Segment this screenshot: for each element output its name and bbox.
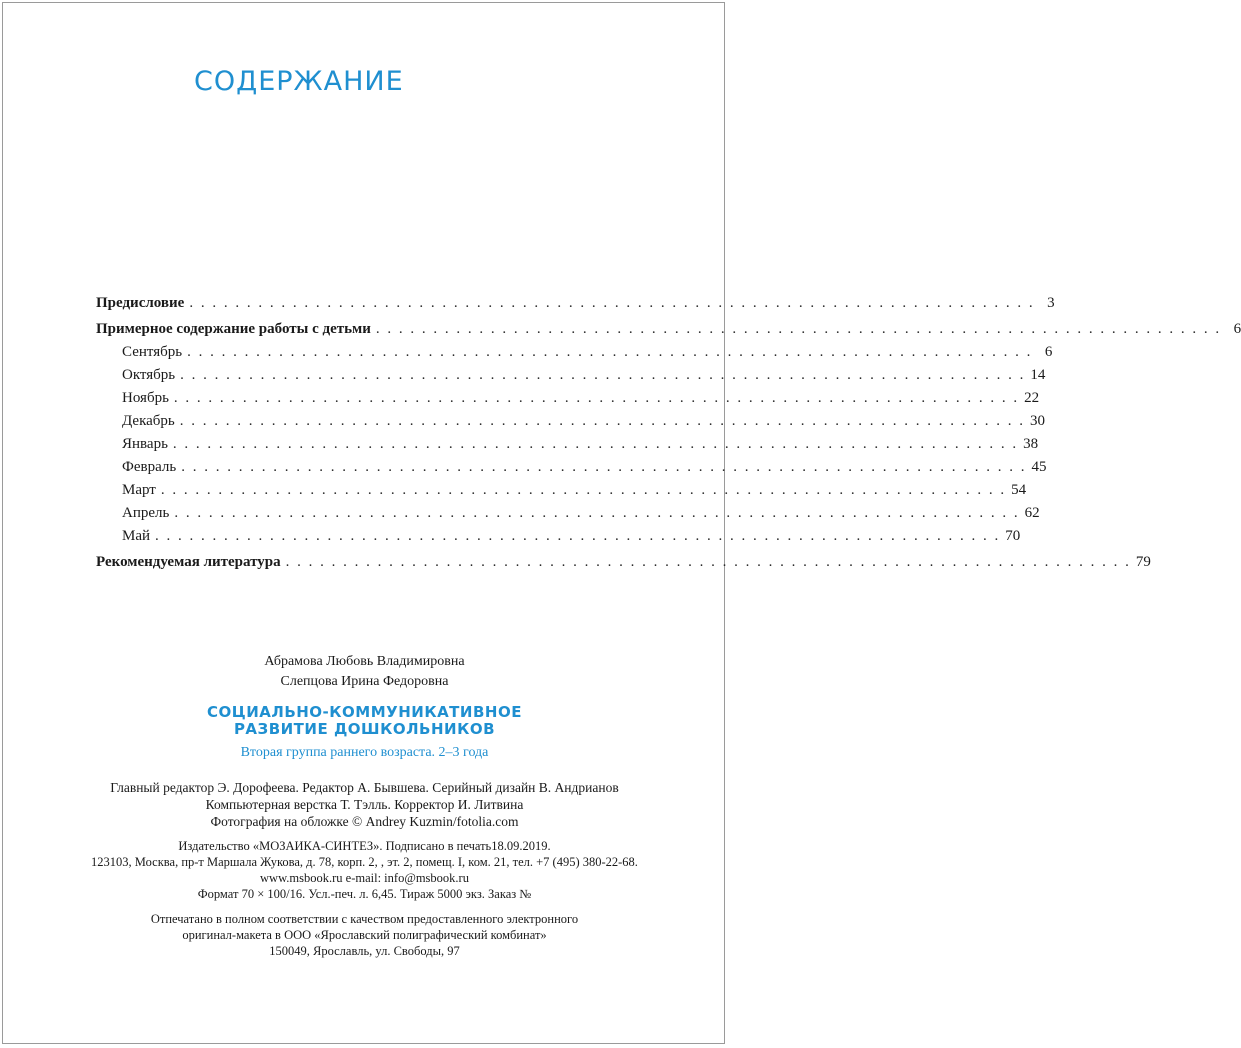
toc-label: Октябрь: [122, 367, 176, 383]
toc-leader-dots: . . . . . . . . . . . . . . . . . . . . . . . . . . . . . . . . . . . . . . . . . . . . . . . . . . . . . . . . . . . . . . . . . . . . . . . . . .: [189, 295, 1035, 311]
toc-label: Рекомендуемая литература: [96, 554, 281, 570]
toc-leader-dots: . . . . . . . . . . . . . . . . . . . . . . . . . . . . . . . . . . . . . . . . . . . . . . . . . . . . . . . . . . . . . . . . . . . . . . . . . .: [155, 528, 1001, 544]
credits-line: Компьютерная верстка Т. Тэлль. Корректор И. Литвина: [205, 797, 524, 812]
toc-label: Апрель: [122, 505, 170, 521]
toc-page-number: 38: [1023, 436, 1039, 452]
book-title-line: РАЗВИТИЕ ДОШКОЛЬНИКОВ: [233, 720, 496, 738]
author-name: Слепцова Ирина Федоровна: [280, 674, 449, 689]
toc-row-november[interactable]: [96, 387, 1040, 410]
toc-row-may[interactable]: [96, 525, 1021, 548]
publisher-info: [0, 838, 729, 902]
toc-leader-dots: . . . . . . . . . . . . . . . . . . . . . . . . . . . . . . . . . . . . . . . . . . . . . . . . . . . . . . . . . . . . . . . . . . . . . . . . . .: [174, 505, 1020, 521]
toc-page-number: 22: [1024, 390, 1040, 406]
toc-page-number: 14: [1030, 367, 1046, 383]
toc-leader-dots: . . . . . . . . . . . . . . . . . . . . . . . . . . . . . . . . . . . . . . . . . . . . . . . . . . . . . . . . . . . . . . . . . . . . . . . . . .: [181, 459, 1027, 475]
toc-page-number: 62: [1024, 505, 1040, 521]
toc-row-work-content[interactable]: [96, 318, 1241, 341]
toc-page-number: 70: [1005, 528, 1021, 544]
toc-leader-dots: . . . . . . . . . . . . . . . . . . . . . . . . . . . . . . . . . . . . . . . . . . . . . . . . . . . . . . . . . . . . . . . . . . . . . . . . . .: [179, 413, 1026, 429]
subtitle-text: Вторая группа раннего возраста. 2–3 года: [240, 745, 489, 760]
printing-info: [0, 911, 729, 959]
credits-line: Фотография на обложке © Andrey Kuzmin/fotolia.com: [210, 814, 519, 829]
editorial-credits: [0, 779, 729, 830]
toc-leader-dots: . . . . . . . . . . . . . . . . . . . . . . . . . . . . . . . . . . . . . . . . . . . . . . . . . . . . . . . . . . . . . . . . . . . . . . . . . .: [285, 554, 1131, 570]
toc-row-september[interactable]: [96, 341, 1053, 364]
toc-page-number: 45: [1031, 459, 1047, 475]
toc-page-number: 6: [1044, 344, 1053, 360]
toc-leader-dots: . . . . . . . . . . . . . . . . . . . . . . . . . . . . . . . . . . . . . . . . . . . . . . . . . . . . . . . . . . . . . . . . . . . . . . . . . .: [172, 436, 1019, 452]
publisher-line: 123103, Москва, пр-т Маршала Жукова, д. 78, корп. 2, , эт. 2, помещ. I, ком. 21, тел. +7 (495) 380-22-68.: [91, 855, 638, 869]
toc-label: Май: [122, 528, 151, 544]
publisher-line: Издательство «МОЗАИКА-СИНТЕЗ». Подписано в печать18.09.2019.: [178, 839, 551, 853]
toc-page-number: 54: [1011, 482, 1027, 498]
credits-line: Главный редактор Э. Дорофеева. Редактор А. Бывшева. Серийный дизайн В. Андрианов: [110, 780, 619, 795]
publisher-line: Формат 70 × 100/16. Усл.-печ. л. 6,45. Тираж 5000 экз. Заказ №: [197, 887, 532, 901]
toc-label: Ноябрь: [122, 390, 169, 406]
toc-row-february[interactable]: [96, 456, 1047, 479]
toc-label: Примерное содержание работы с детьми: [96, 321, 371, 337]
toc-row-foreword[interactable]: [96, 292, 1055, 315]
publisher-web-line: www.msbook.ru e-mail: info@msbook.ru: [260, 871, 469, 885]
printing-line: Отпечатано в полном соответствии с качеством предоставленного электронного: [150, 912, 579, 926]
toc-leader-dots: . . . . . . . . . . . . . . . . . . . . . . . . . . . . . . . . . . . . . . . . . . . . . . . . . . . . . . . . . . . . . . . . . . . . . . . . . .: [375, 321, 1222, 337]
book-title-line: СОЦИАЛЬНО-КОММУНИКАТИВНОЕ: [207, 703, 522, 721]
authors: [0, 652, 729, 692]
toc-label: Март: [122, 482, 156, 498]
toc-leader-dots: . . . . . . . . . . . . . . . . . . . . . . . . . . . . . . . . . . . . . . . . . . . . . . . . . . . . . . . . . . . . . . . . . . . . . . . . . .: [173, 390, 1020, 406]
printing-line: 150049, Ярославль, ул. Свободы, 97: [269, 944, 460, 958]
page-title: СОДЕРЖАНИЕ: [194, 66, 404, 97]
toc-row-december[interactable]: [96, 410, 1046, 433]
toc-row-literature[interactable]: [96, 551, 1151, 574]
book-title: [0, 704, 729, 738]
toc-page-number: 79: [1135, 554, 1151, 570]
toc-leader-dots: . . . . . . . . . . . . . . . . . . . . . . . . . . . . . . . . . . . . . . . . . . . . . . . . . . . . . . . . . . . . . . . . . . . . . . . . . .: [160, 482, 1007, 498]
toc-label: Январь: [122, 436, 168, 452]
toc-page-number: 6: [1233, 321, 1241, 337]
printing-line: оригинал-макета в ООО «Ярославский полиграфический комбинат»: [182, 928, 547, 942]
author-name: Абрамова Любовь Владимировна: [264, 654, 465, 669]
toc-leader-dots: . . . . . . . . . . . . . . . . . . . . . . . . . . . . . . . . . . . . . . . . . . . . . . . . . . . . . . . . . . . . . . . . . . . . . . . . . .: [187, 344, 1033, 360]
toc-page-number: 30: [1030, 413, 1046, 429]
table-of-contents: [96, 292, 1241, 574]
toc-label: Сентябрь: [122, 344, 183, 360]
toc-page-number: 3: [1047, 295, 1055, 311]
toc-row-march[interactable]: [96, 479, 1027, 502]
toc-row-january[interactable]: [96, 433, 1039, 456]
book-subtitle: [0, 744, 729, 762]
toc-label: Декабрь: [122, 413, 175, 429]
toc-label: Февраль: [122, 459, 177, 475]
toc-label: Предисловие: [96, 295, 185, 311]
toc-leader-dots: . . . . . . . . . . . . . . . . . . . . . . . . . . . . . . . . . . . . . . . . . . . . . . . . . . . . . . . . . . . . . . . . . . . . . . . . . .: [180, 367, 1026, 383]
toc-row-october[interactable]: [96, 364, 1046, 387]
toc-row-april[interactable]: [96, 502, 1040, 525]
